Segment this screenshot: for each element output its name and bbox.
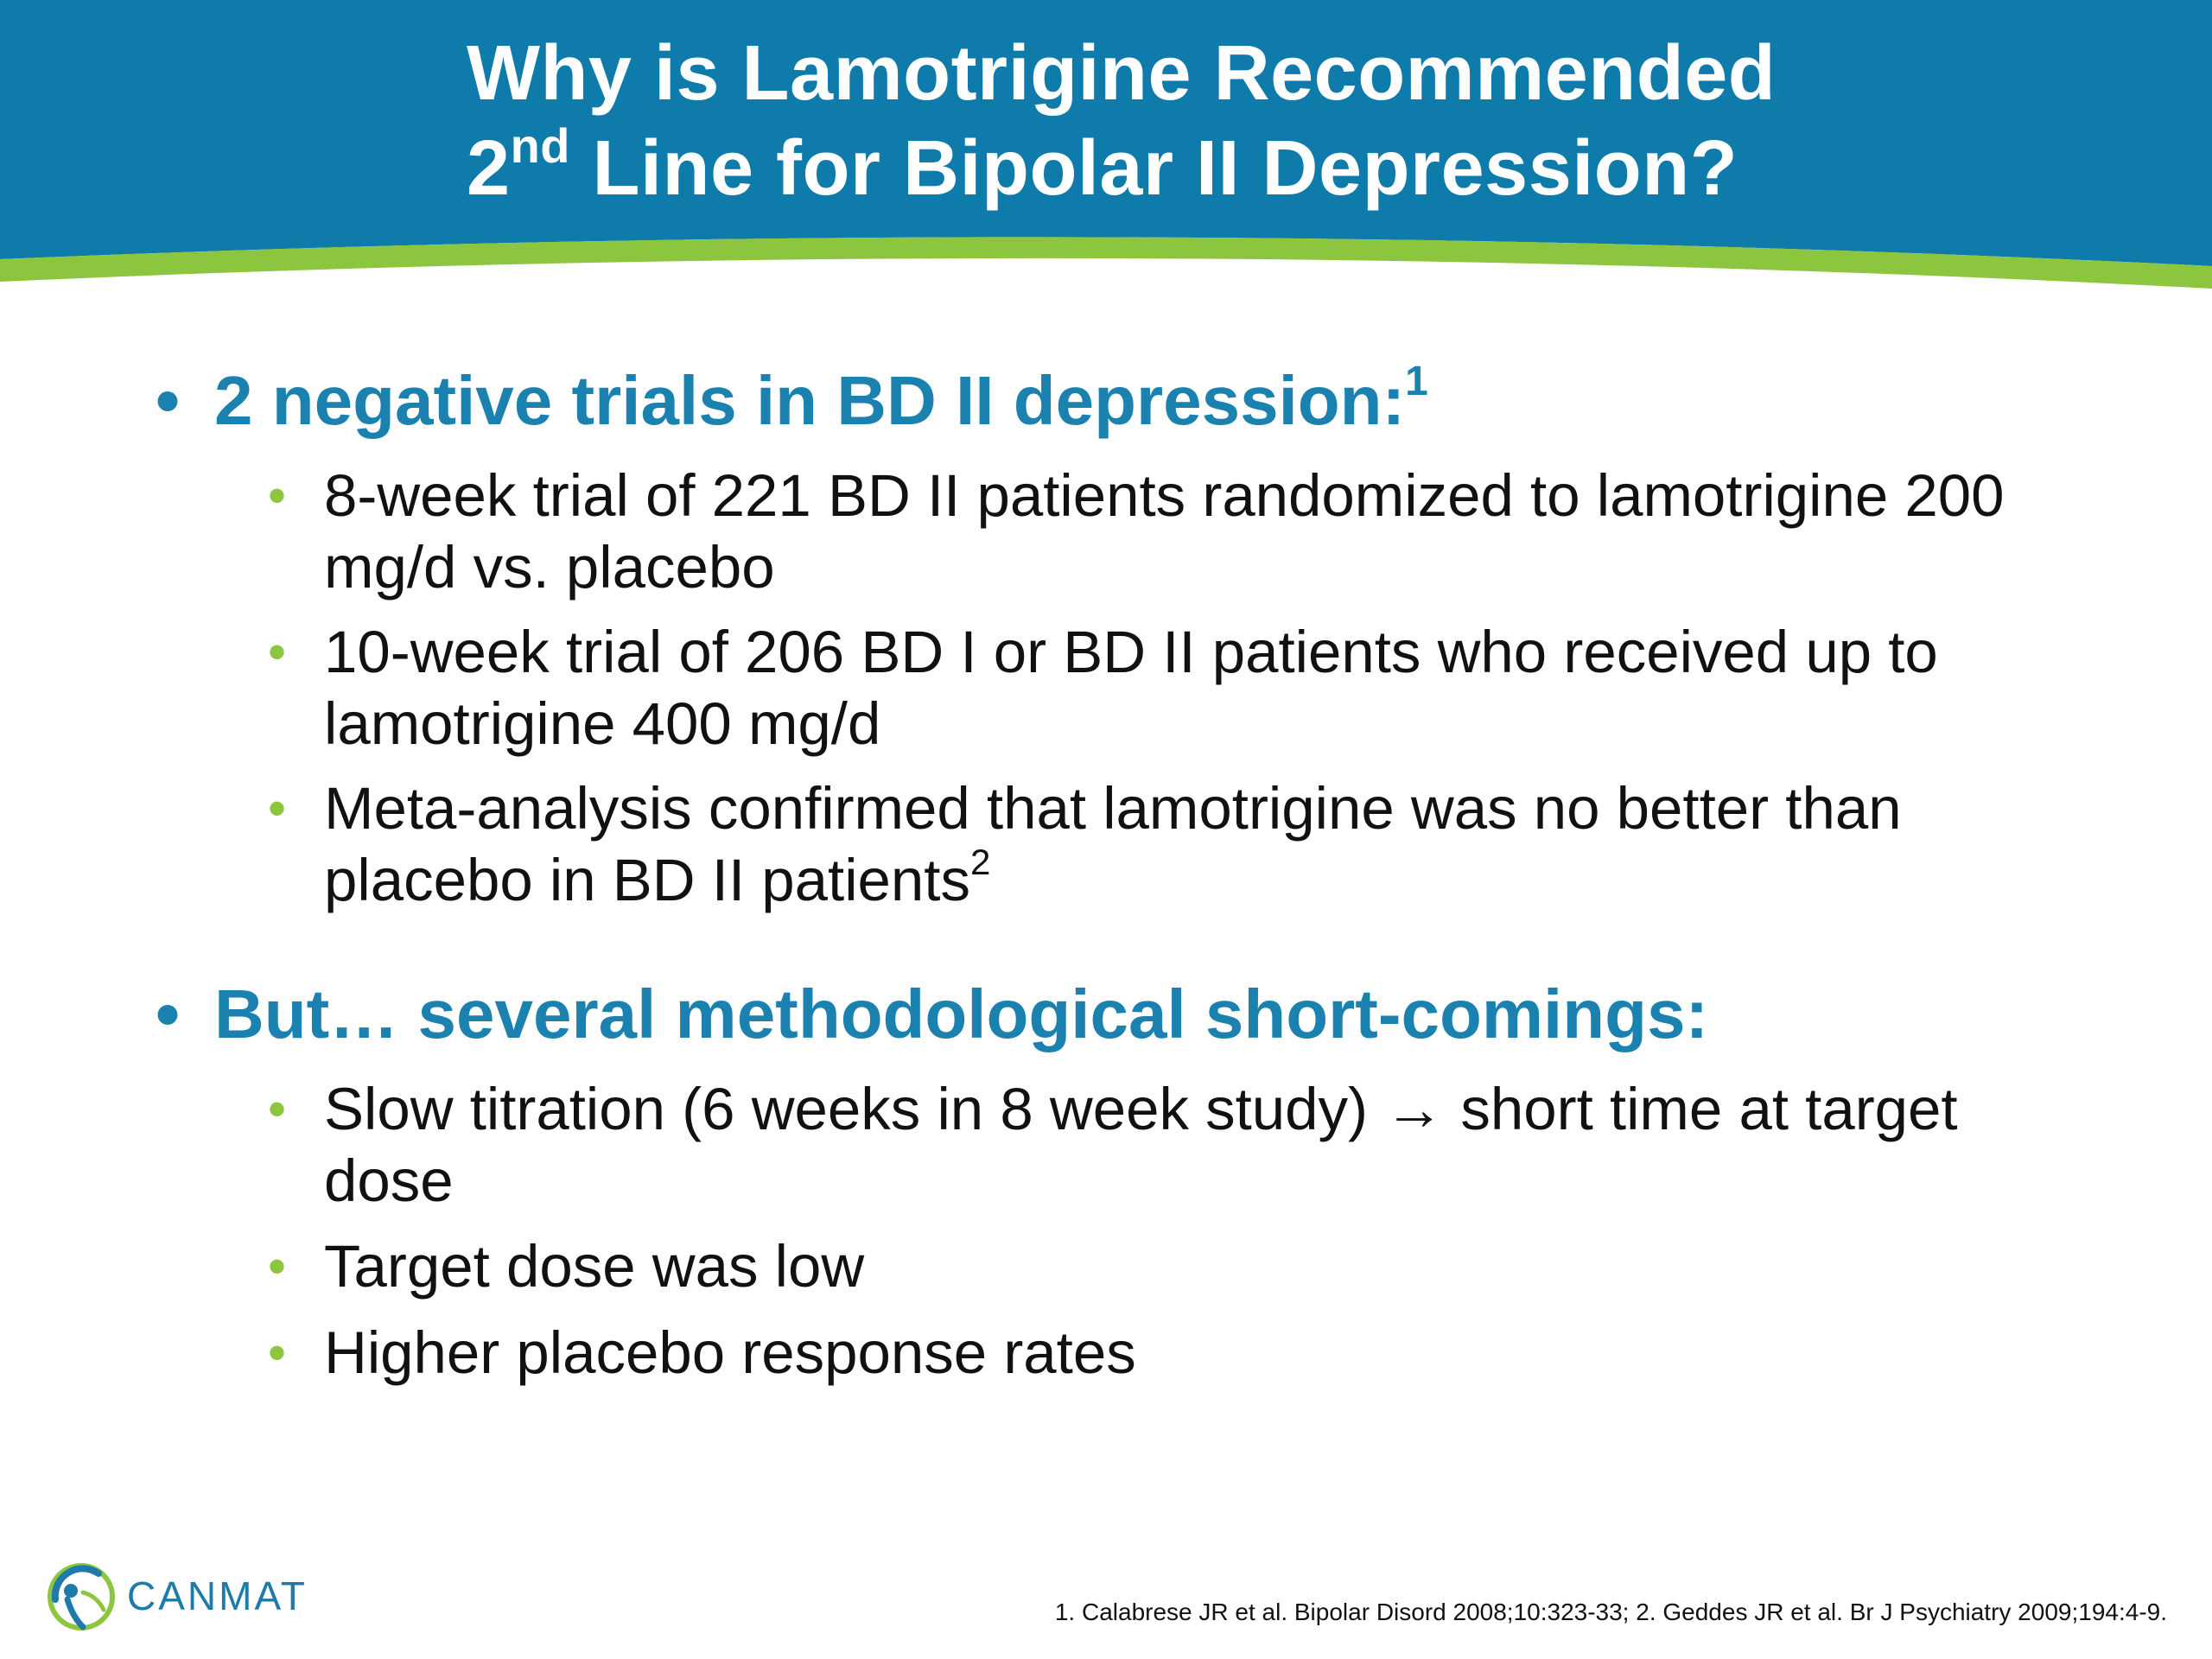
title-ordinal-number: 2	[467, 125, 511, 212]
title-line-1: Why is Lamotrigine Recommended	[467, 30, 1777, 117]
section-heading-1-text: 2 negative trials in BD II depression:	[214, 362, 1406, 439]
bullet-icon: •	[268, 623, 287, 681]
footnote-ref: 2	[969, 842, 991, 882]
list-item	[268, 616, 2082, 760]
bullet-icon: •	[268, 1080, 287, 1138]
logo-text: CANMAT	[127, 1573, 308, 1618]
title-ordinal-suffix: nd	[510, 118, 570, 173]
section-heading-2	[156, 973, 1708, 1056]
list-item-text: short time at target dose	[324, 1076, 1958, 1214]
bullet-icon: •	[268, 1324, 287, 1382]
list-item-text-wrapper	[324, 1073, 2082, 1217]
list-item-text: Slow titration (6 weeks in 8 week study)	[324, 1076, 1385, 1142]
section-heading-1-footnote-ref: 1	[1405, 359, 1428, 404]
list-item-text: 8-week trial of 221 BD II patients randomized to lamotrigine 200 mg/d vs. placebo	[324, 462, 2005, 601]
footnote-references: 1. Calabrese JR et al. Bipolar Disord 2008;10:323-33; 2. Geddes JR et al. Br J Psychiatry 2009;194:4-9.	[1054, 1599, 2167, 1625]
list-item-text-wrapper	[324, 772, 2082, 916]
title-line-2-text: Line for Bipolar II Depression?	[569, 125, 1738, 212]
list-item	[268, 460, 2082, 603]
list-item	[268, 1230, 2082, 1302]
list-item-text: Higher placebo response rates	[324, 1319, 1136, 1386]
canmat-figure-icon	[45, 1558, 119, 1636]
bullet-icon: •	[156, 362, 181, 439]
list-item-text: 10-week trial of 206 BD I or BD II patients who received up to lamotrigine 400 mg/d	[324, 619, 1938, 757]
list-item	[268, 772, 2082, 916]
canmat-logo	[45, 1554, 313, 1640]
arrow-right-icon: →	[1384, 1076, 1445, 1142]
bullet-icon: •	[156, 976, 181, 1052]
list-item-text: Meta-analysis confirmed that lamotrigine was no better than placebo in BD II patients	[324, 775, 1902, 913]
bullet-icon: •	[268, 467, 287, 524]
section-heading-2-text: But… several methodological short-comings:	[214, 976, 1709, 1052]
bullet-icon: •	[268, 1237, 287, 1295]
list-item	[268, 1317, 2082, 1389]
bullet-icon: •	[268, 779, 287, 837]
section-heading-1	[156, 359, 1428, 442]
list-item	[268, 1073, 2082, 1217]
list-item-text: Target dose was low	[324, 1233, 865, 1300]
